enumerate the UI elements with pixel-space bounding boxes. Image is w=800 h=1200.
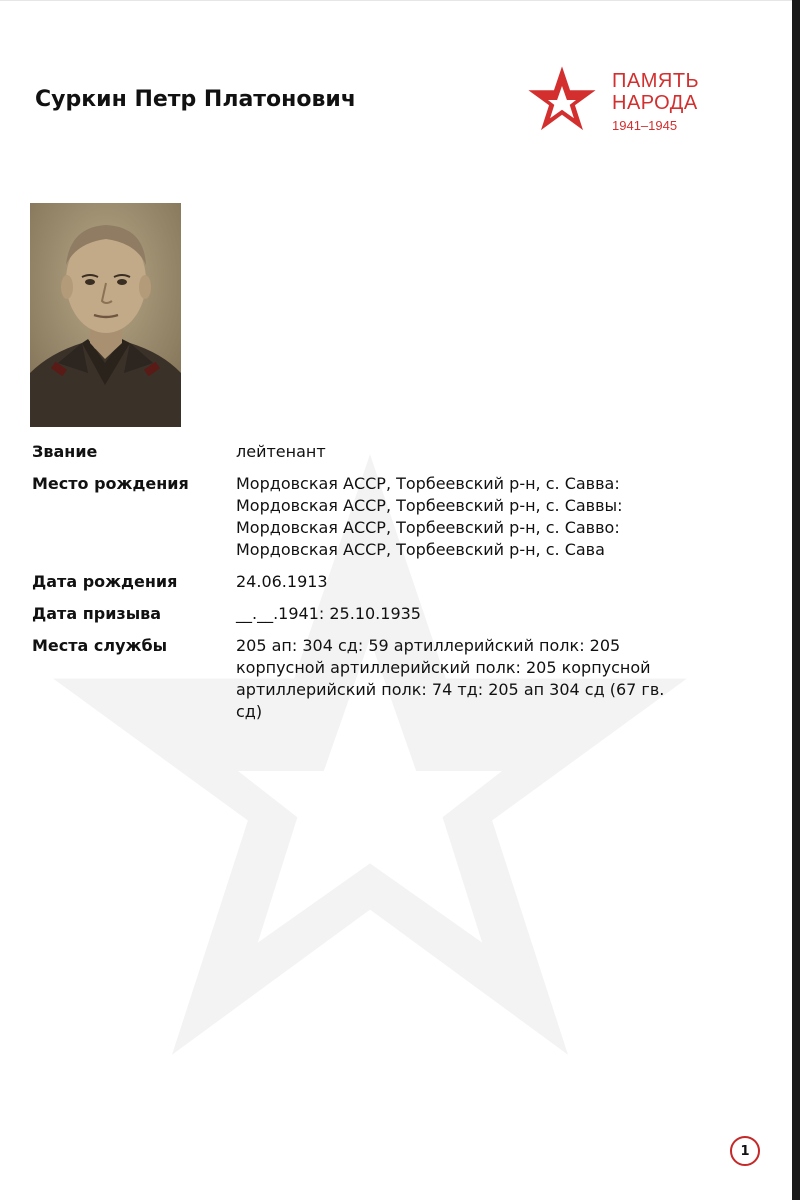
page-number-badge: 1 <box>730 1136 760 1166</box>
pamyat-naroda-logo[interactable] <box>526 65 726 137</box>
page-title: Суркин Петр Платонович <box>35 87 356 112</box>
field-value: 205 ап: 304 сд: 59 артиллерийский полк: 205 корпусной артиллерийский полк: 205 корпусной артиллерийский полк: 74 тд: 205 ап 304 сд (67 гв. сд) <box>236 636 665 721</box>
field-value: 24.06.1913 <box>236 572 328 591</box>
field-rank <box>32 441 732 463</box>
birthplace-line: Мордовская АССР, Торбеевский р-н, с. Савво: <box>236 518 620 537</box>
field-service <box>32 635 732 723</box>
field-value: лейтенант <box>236 442 326 461</box>
field-label: Звание <box>32 442 98 461</box>
birthplace-line: Мордовская АССР, Торбеевский р-н, с. Савва: <box>236 474 620 493</box>
logo-years: 1941–1945 <box>612 118 678 133</box>
birthplace-line: Мордовская АССР, Торбеевский р-н, с. Саввы: <box>236 496 623 515</box>
field-value <box>236 473 686 561</box>
field-label: Место рождения <box>32 474 189 493</box>
field-birthdate <box>32 571 732 593</box>
field-conscription <box>32 603 732 625</box>
portrait-illustration <box>30 203 181 427</box>
field-label: Дата рождения <box>32 572 178 591</box>
personal-info-fields <box>32 441 732 733</box>
field-birthplace <box>32 473 732 561</box>
birthplace-line: Мордовская АССР, Торбеевский р-н, с. Сава <box>236 540 605 559</box>
logo-line-1: ПАМЯТЬ <box>612 70 700 92</box>
red-star-icon <box>526 65 598 135</box>
logo-text <box>612 70 699 135</box>
field-value: __.__.1941: 25.10.1935 <box>236 604 421 623</box>
field-label: Места службы <box>32 636 168 655</box>
portrait-photo <box>30 203 181 427</box>
field-label: Дата призыва <box>32 604 162 623</box>
logo-line-2: НАРОДА <box>612 92 698 114</box>
